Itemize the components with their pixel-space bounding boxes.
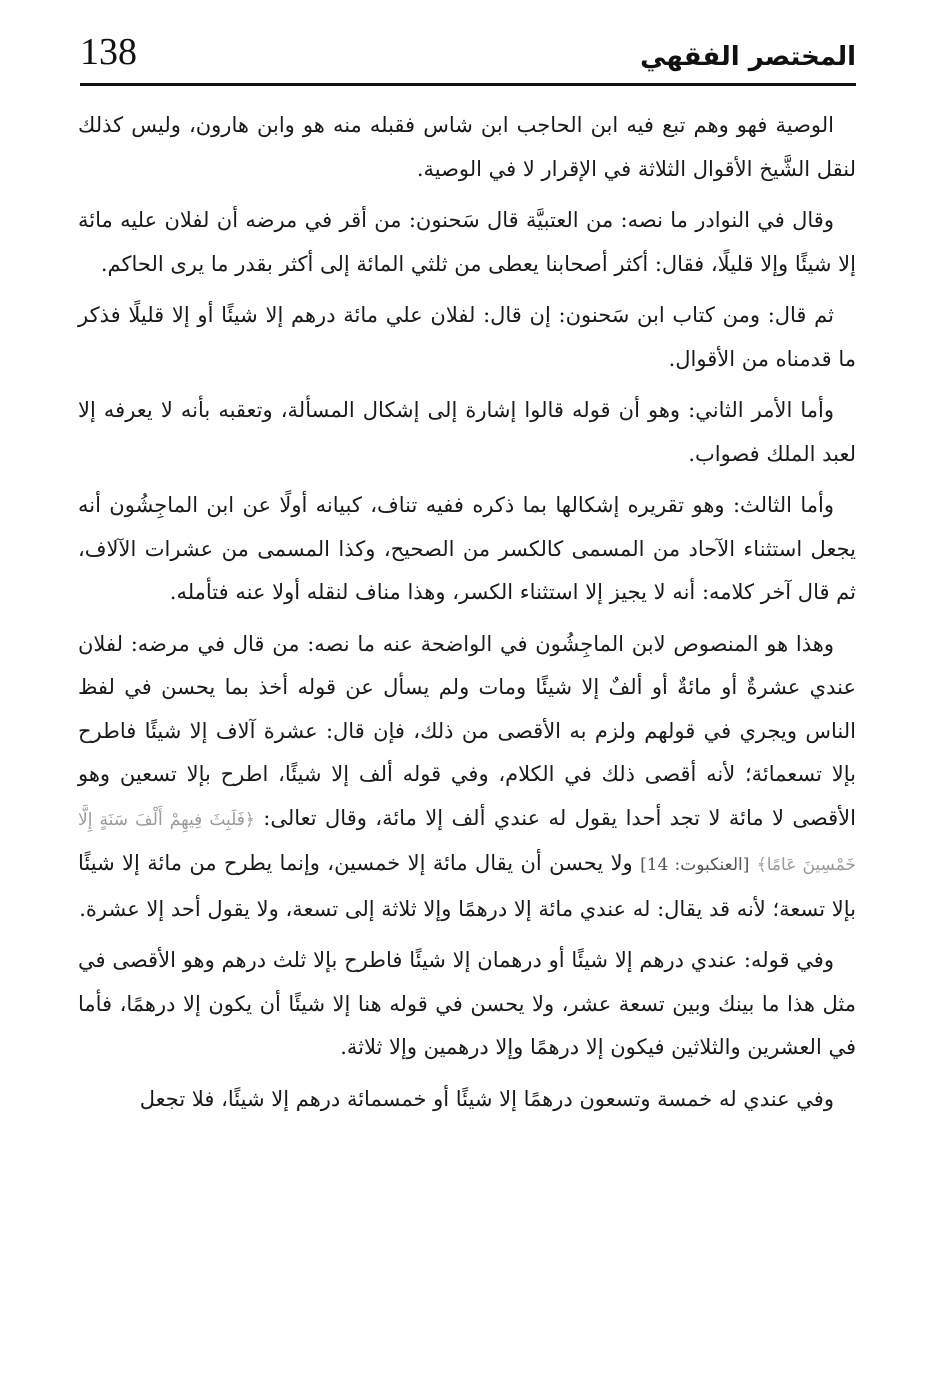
paragraph-5 (78, 484, 856, 615)
paragraph-text: وقال في النوادر ما نصه: من العتبيَّة قال سَحنون: من أقر في مرضه أن لفلان عليه مائة إلا شيئًا وإلا قليلًا، فقال: أكثر أصحابنا يعطى من ثلثي المائة إلى أكثر بقدر ما يرى الحاكم. (78, 208, 856, 276)
verse-citation: [العنكبوت: 14] (640, 855, 750, 875)
paragraph-4 (78, 389, 856, 476)
paragraph-3 (78, 294, 856, 381)
paragraph-2 (78, 199, 856, 286)
paragraph-text: وفي قوله: عندي درهم إلا شيئًا أو درهمان إلا شيئًا فاطرح بإلا ثلث درهم وهو الأقصى في مثل هذا ما بينك وبين تسعة عشر، ولا يحسن في قوله هنا إلا شيئًا أن يكون إلا درهمًا، فأما في العشرين والثلاثين فيكون إلا درهمًا وإلا درهمين وإلا ثلاثة. (78, 948, 856, 1059)
paragraph-text: وأما الثالث: وهو تقريره إشكالها بما ذكره ففيه تناف، كبيانه أولًا عن ابن الماجِشُون أنه يجعل استثناء الآحاد من المسمى كالكسر من الصحيح، وكذا المسمى من عشرات الآلاف، ثم قال آخر كلامه: أنه لا يجيز إلا استثناء الكسر، وهذا مناف لنقله أولا عنه فتأمله. (78, 493, 856, 604)
page-header (80, 30, 856, 78)
paragraph-text: ثم قال: ومن كتاب ابن سَحنون: إن قال: لفلان علي مائة درهم إلا شيئًا أو إلا قليلًا فذكر ما قدمناه من الأقوال. (78, 303, 856, 371)
paragraph-7 (78, 939, 856, 1070)
paragraph-6 (78, 623, 856, 932)
paragraph-text: ولا يحسن أن يقال مائة إلا خمسين، وإنما يطرح من مائة إلا شيئًا بإلا تسعة؛ لأنه قد يقال: له عندي مائة إلا درهمًا وإلا ثلاثة إلى تسعة، ولا يقول أحد إلا عشرة. (78, 851, 856, 921)
paragraph-text: وهذا هو المنصوص لابن الماجِشُون في الواضحة عنه ما نصه: من قال في مرضه: لفلان عندي عشرةٌ أو مائةٌ أو ألفٌ إلا شيئًا ومات ولم يسأل عن قوله أخذ بما يحسن في لفظ الناس ويجري في قولهم ولزم به الأقصى من ذلك، فإن قال: عشرة آلاف إلا شيئًا فاطرح بإلا تسعمائة؛ لأنه أقصى ذلك في الكلام، وفي قوله ألف إلا شيئًا، اطرح بإلا تسعين وهو الأقصى لا مائة لا تجد أحدا يقول له عندي ألف إلا مائة، وقال تعالى: (78, 631, 856, 830)
quran-verse: ﴿فَلَبِثَ فِيهِمْ أَلْفَ سَنَةٍ إِلَّا خَمْسِينَ عَامًا﴾ (78, 809, 857, 875)
paragraph-1 (78, 104, 856, 191)
paragraph-text: وفي عندي له خمسة وتسعون درهمًا إلا شيئًا أو خمسمائة درهم إلا شيئًا، فلا تجعل (139, 1086, 834, 1111)
main-text (78, 104, 856, 1129)
paragraph-text: وأما الأمر الثاني: وهو أن قوله قالوا إشارة إلى إشكال المسألة، وتعقبه بأنه لا يعرفه إلا لعبد الملك فصواب. (78, 398, 856, 466)
book-title: المختصر الفقهي (640, 42, 856, 72)
paragraph-8 (78, 1078, 856, 1122)
paragraph-text: الوصية فهو وهم تبع فيه ابن الحاجب ابن شاس فقبله منه هو وابن هارون، وليس كذلك لنقل الشَّيخ الأقوال الثلاثة في الإقرار لا في الوصية. (78, 113, 856, 181)
page-number: 138 (80, 31, 137, 73)
header-rule (80, 83, 856, 86)
